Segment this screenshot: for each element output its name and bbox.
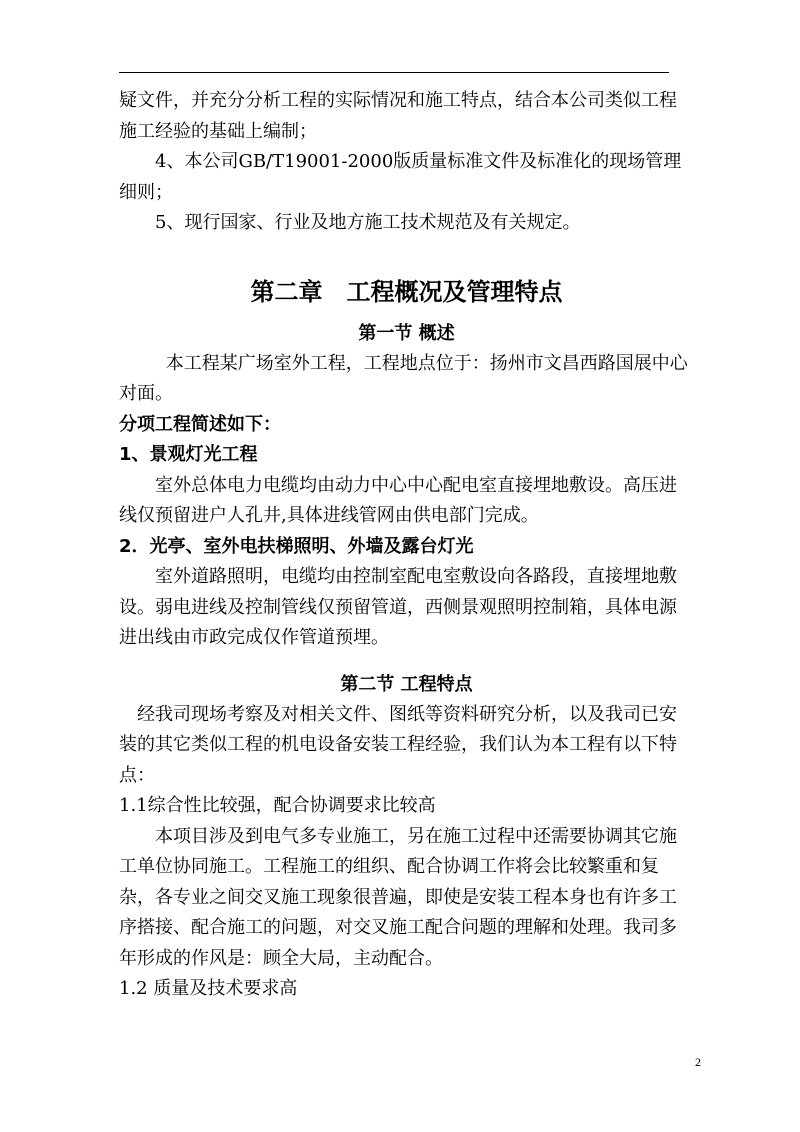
point-1-title: 1.1综合性比较强，配合协调要求比较高 [119,795,436,816]
header-rule [119,72,669,73]
paragraph-continuation: 疑文件，并充分分析工程的实际情况和施工特点，结合本公司类似工程施工经验的基础上编制； [119,90,677,142]
item-2-text: 室外道路照明，电缆均由控制室配电室敷设向各路段，直接埋地敷设。弱电进线及控制管线仅预留管道，西侧景观照明控制箱，具体电源进出线由市政完成仅作管道预埋。 [119,566,677,648]
point-2-title: 1.2 质量及技术要求高 [119,978,298,999]
document-body [119,86,694,1005]
section-1-intro: 本工程某广场室外工程，工程地点位于：扬州市文昌西路国展中心对面。 [119,352,688,404]
section-1-subheading: 分项工程简述如下： [119,413,281,435]
item-1-title: 1、景观灯光工程 [119,444,258,465]
item-1-text: 室外总体电力电缆均由动力中心中心配电室直接埋地敷设。高压进线仅预留进户人孔井,具体进线管网由供电部门完成。 [119,474,677,526]
section-2-title: 第二节 工程特点 [340,673,473,695]
section-2-intro: 经我司现场考察及对相关文件、图纸等资料研究分析，以及我司已安装的其它类似工程的机电设备安装工程经验，我们认为本工程有以下特点： [119,703,677,786]
point-1-text: 本项目涉及到电气多专业施工，另在施工过程中还需要协调其它施工单位协同施工。工程施工的组织、配合协调工作将会比较繁重和复杂，各专业之间交叉施工现象很普遍，即使是安装工程本身也有许多工序搭接、配合施工的问题，对交叉施工配合问题的理解和处理。我司多年形成的作风是：顾全大局，主动配合。 [119,825,677,969]
paragraph-item-4: 4、本公司GB/T19001-2000版质量标准文件及标准化的现场管理细则； [119,151,682,203]
chapter-title: 第二章 工程概况及管理特点 [250,277,563,306]
section-1-title: 第一节 概述 [358,322,455,344]
paragraph-item-5: 5、现行国家、行业及地方施工技术规范及有关规定。 [155,212,581,233]
item-2-title: 2．光亭、室外电扶梯照明、外墙及露台灯光 [119,535,474,557]
page-number: 2 [695,1055,701,1069]
